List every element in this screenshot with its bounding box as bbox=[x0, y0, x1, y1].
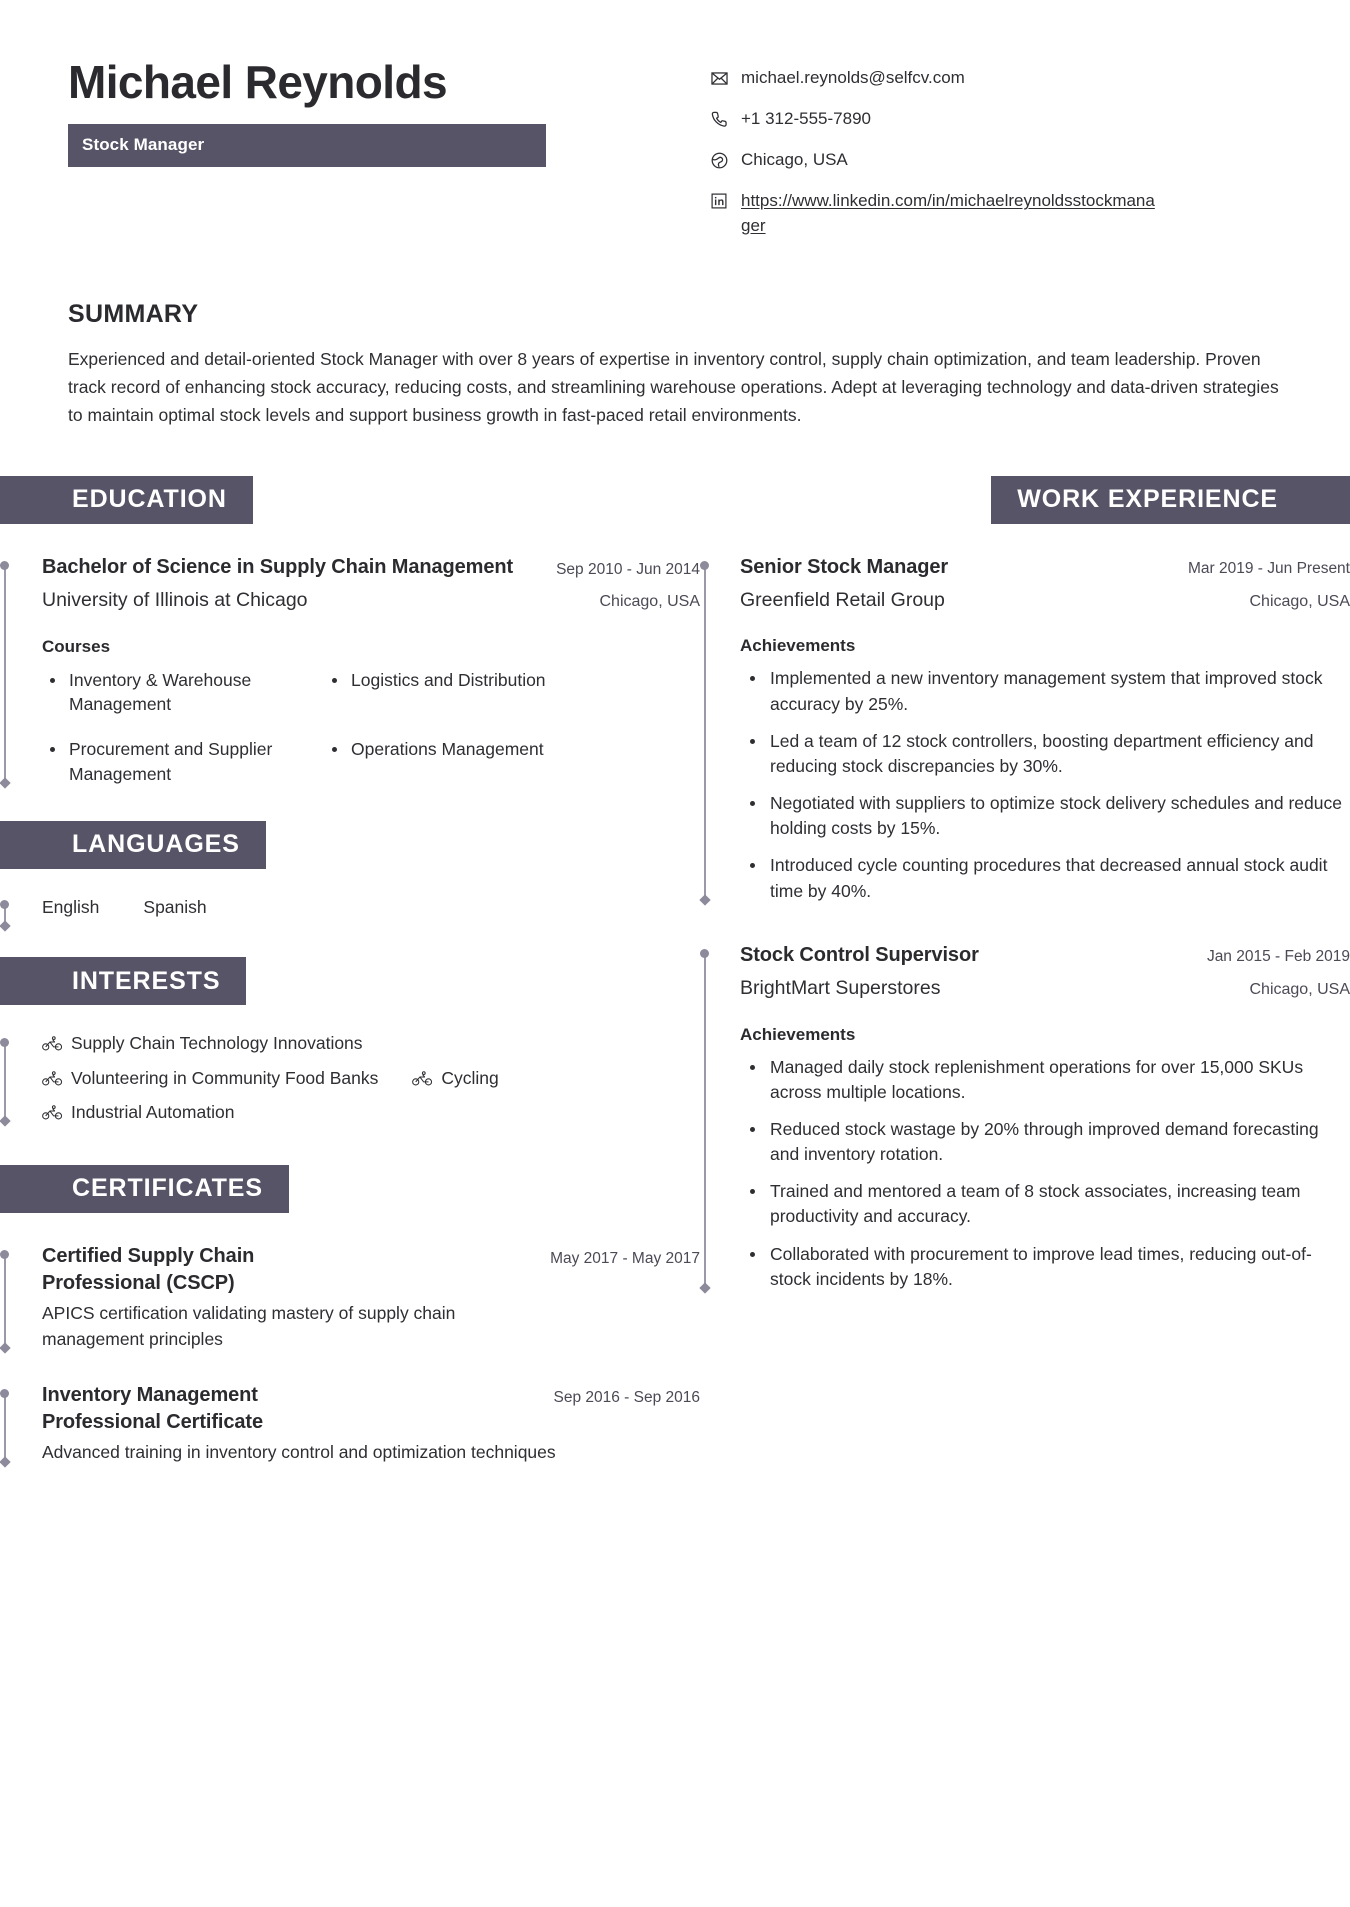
list-item: Introduced cycle counting procedures that decreased annual stock audit time by 40%. bbox=[740, 853, 1350, 903]
certificate-date: Sep 2016 - Sep 2016 bbox=[553, 1389, 700, 1407]
work-location: Chicago, USA bbox=[1249, 980, 1350, 998]
list-item: Negotiated with suppliers to optimize stock delivery schedules and reduce holding costs by 15%. bbox=[740, 791, 1350, 841]
timeline-dot-icon bbox=[0, 561, 9, 570]
timeline-marker bbox=[0, 1038, 10, 1125]
timeline-diamond-icon bbox=[0, 1343, 10, 1354]
list-item: Operations Management bbox=[324, 737, 700, 787]
list-item: Spanish bbox=[143, 896, 207, 917]
timeline-dot-icon bbox=[0, 1389, 9, 1398]
courses-label: Courses bbox=[42, 636, 111, 656]
timeline-diamond-icon bbox=[0, 920, 10, 931]
timeline-marker bbox=[700, 561, 710, 904]
timeline-marker bbox=[0, 1389, 10, 1465]
summary-heading: SUMMARY bbox=[68, 299, 199, 328]
contact-item-email[interactable] bbox=[708, 66, 1290, 90]
timeline-marker bbox=[0, 561, 10, 787]
list-item: Led a team of 12 stock controllers, boosting department efficiency and reducing stock discrepancies by 30%. bbox=[740, 729, 1350, 779]
work-location: Chicago, USA bbox=[1249, 592, 1350, 610]
summary-text: Experienced and detail-oriented Stock Manager with over 8 years of expertise in inventory control, supply chain optimization, and team leadership. Proven track record of enhancing stock accuracy, reducing costs, and streamlining warehouse operations. Adept at leveraging technology and data-driven strategies to maintain optimal stock levels and support business growth in fast-paced retail environments. bbox=[68, 348, 1279, 426]
achievements-list bbox=[740, 666, 1350, 904]
linkedin-icon bbox=[708, 190, 730, 212]
interests-list bbox=[42, 1031, 700, 1125]
contact-linkedin-link[interactable]: https://www.linkedin.com/in/michaelreynoldsstockmanager bbox=[741, 191, 1155, 235]
resume-body bbox=[0, 430, 1350, 1466]
list-item: English bbox=[42, 896, 100, 917]
list-item bbox=[42, 1066, 378, 1091]
contact-list bbox=[628, 52, 1290, 238]
interest-label: Industrial Automation bbox=[71, 1102, 235, 1123]
timeline-marker bbox=[0, 1250, 10, 1353]
certificate-entry bbox=[0, 1382, 700, 1465]
bicycle-icon bbox=[42, 1070, 63, 1087]
work-role: Senior Stock Manager bbox=[740, 555, 949, 578]
languages-list bbox=[42, 895, 700, 920]
work-date: Jan 2015 - Feb 2019 bbox=[1206, 947, 1350, 965]
list-item bbox=[42, 1100, 234, 1125]
list-item: Reduced stock wastage by 20% through improved demand forecasting and inventory rotation. bbox=[740, 1117, 1350, 1167]
certificates-section bbox=[0, 1165, 700, 1466]
work-experience-heading: WORK EXPERIENCE bbox=[991, 476, 1350, 524]
certificate-name: Certified Supply Chain Professional (CSCP) bbox=[42, 1244, 255, 1294]
bicycle-icon bbox=[42, 1035, 63, 1052]
interest-label: Supply Chain Technology Innovations bbox=[71, 1033, 363, 1054]
achievements-list bbox=[740, 1055, 1350, 1293]
timeline-diamond-icon bbox=[0, 1115, 10, 1126]
education-heading: EDUCATION bbox=[0, 476, 253, 524]
contact-phone-value: +1 312-555-7890 bbox=[741, 109, 871, 129]
work-entry bbox=[700, 554, 1350, 904]
interests-entry bbox=[0, 1031, 700, 1125]
left-column bbox=[0, 476, 700, 1466]
contact-email-value: michael.reynolds@selfcv.com bbox=[741, 68, 965, 87]
certificate-entry bbox=[0, 1243, 700, 1353]
work-role: Stock Control Supervisor bbox=[740, 943, 979, 966]
list-item: Inventory & Warehouse Management bbox=[42, 668, 302, 718]
work-date: Mar 2019 - Jun Present bbox=[1188, 559, 1350, 577]
interests-section bbox=[0, 957, 700, 1125]
languages-heading: LANGUAGES bbox=[0, 821, 266, 869]
certificates-heading: CERTIFICATES bbox=[0, 1165, 289, 1213]
timeline-dot-icon bbox=[700, 561, 709, 570]
timeline-diamond-icon bbox=[0, 777, 10, 788]
list-item: Implemented a new inventory management system that improved stock accuracy by 25%. bbox=[740, 666, 1350, 716]
languages-entry bbox=[0, 895, 700, 920]
timeline-line bbox=[4, 1393, 6, 1461]
timeline-line bbox=[4, 1042, 6, 1121]
list-item bbox=[42, 1031, 363, 1056]
achievements-label: Achievements bbox=[740, 1024, 856, 1044]
timeline-marker bbox=[700, 949, 710, 1292]
education-degree: Bachelor of Science in Supply Chain Management bbox=[42, 555, 514, 578]
interest-label: Cycling bbox=[441, 1067, 499, 1088]
timeline-line bbox=[704, 565, 706, 900]
education-date: Sep 2010 - Jun 2014 bbox=[556, 560, 700, 578]
right-column bbox=[700, 476, 1350, 1292]
candidate-job-title: Stock Manager bbox=[68, 124, 546, 167]
list-item: Logistics and Distribution bbox=[324, 668, 700, 718]
timeline-dot-icon bbox=[0, 1038, 9, 1047]
work-entry bbox=[700, 942, 1350, 1292]
contact-location-value: Chicago, USA bbox=[741, 150, 848, 170]
interests-heading: INTERESTS bbox=[0, 957, 246, 1005]
achievements-label: Achievements bbox=[740, 636, 856, 656]
candidate-name: Michael Reynolds bbox=[68, 56, 447, 108]
timeline-dot-icon bbox=[0, 1250, 9, 1259]
summary-section bbox=[0, 238, 1350, 430]
list-item: Collaborated with procurement to improve lead times, reducing out-of-stock incidents by 18%. bbox=[740, 1242, 1350, 1292]
list-item: Trained and mentored a team of 8 stock associates, increasing team productivity and accuracy. bbox=[740, 1179, 1350, 1229]
timeline-marker bbox=[0, 900, 10, 930]
certificate-date: May 2017 - May 2017 bbox=[550, 1249, 700, 1267]
bicycle-icon bbox=[412, 1070, 433, 1087]
phone-icon bbox=[708, 108, 730, 130]
globe-location-icon bbox=[708, 149, 730, 171]
languages-section bbox=[0, 821, 700, 920]
list-item bbox=[412, 1066, 498, 1091]
list-item: Managed daily stock replenishment operations for over 15,000 SKUs across multiple locations. bbox=[740, 1055, 1350, 1105]
certificate-description: Advanced training in inventory control and optimization techniques bbox=[42, 1442, 556, 1463]
interest-label: Volunteering in Community Food Banks bbox=[71, 1067, 379, 1088]
certificate-description: APICS certification validating mastery of supply chain management principles bbox=[42, 1302, 456, 1350]
education-section bbox=[0, 476, 700, 787]
courses-list bbox=[42, 668, 700, 787]
timeline-diamond-icon bbox=[0, 1456, 10, 1467]
work-company: Greenfield Retail Group bbox=[740, 588, 945, 611]
contact-item-location[interactable] bbox=[708, 148, 1290, 172]
envelope-icon bbox=[708, 67, 730, 89]
header-identity bbox=[68, 52, 628, 167]
work-company: BrightMart Superstores bbox=[740, 976, 941, 999]
timeline-diamond-icon bbox=[699, 894, 710, 905]
contact-item-linkedin[interactable] bbox=[708, 189, 1290, 237]
timeline-line bbox=[4, 565, 6, 783]
contact-item-phone[interactable] bbox=[708, 107, 1290, 131]
timeline-line bbox=[4, 1254, 6, 1349]
timeline-diamond-icon bbox=[699, 1282, 710, 1293]
resume-header bbox=[0, 0, 1350, 238]
education-entry bbox=[0, 554, 700, 787]
bicycle-icon bbox=[42, 1104, 63, 1121]
timeline-dot-icon bbox=[0, 900, 9, 909]
timeline-dot-icon bbox=[700, 949, 709, 958]
certificate-name: Inventory Management Professional Certificate bbox=[42, 1384, 264, 1434]
education-school: University of Illinois at Chicago bbox=[42, 588, 308, 611]
timeline-line bbox=[704, 953, 706, 1288]
education-location: Chicago, USA bbox=[599, 592, 700, 610]
list-item: Procurement and Supplier Management bbox=[42, 737, 302, 787]
